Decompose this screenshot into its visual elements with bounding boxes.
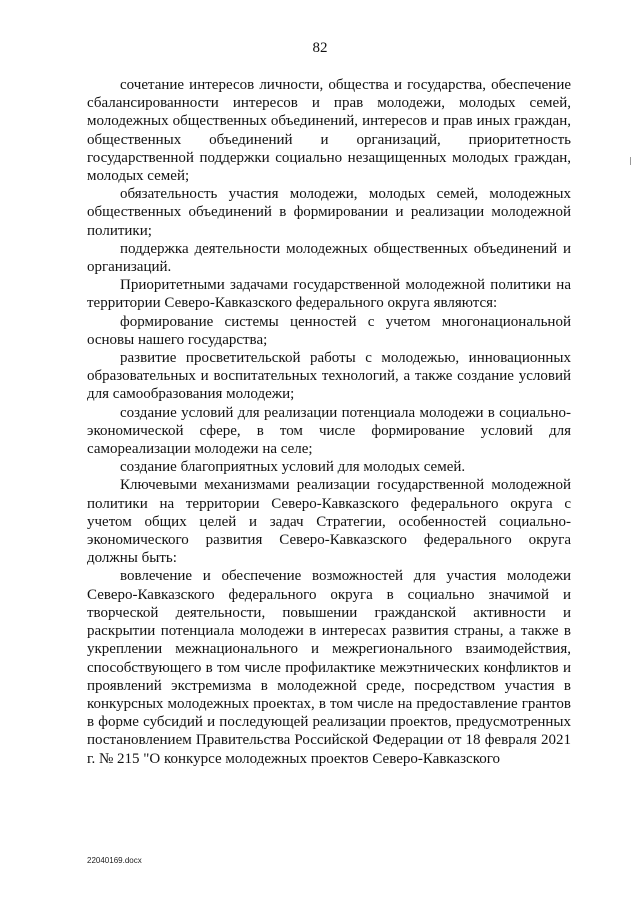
paragraph: поддержка деятельности молодежных общественных объединений и организаций. bbox=[87, 240, 571, 276]
paragraph: создание благоприятных условий для молодых семей. bbox=[120, 459, 466, 476]
paragraph: обязательность участия молодежи, молодых семей, молодежных общественных объединений в формировании и реализации молодежной политики; bbox=[87, 186, 571, 239]
paragraph: Ключевыми механизмами реализации государственной молодежной политики на территории Северо-Кавказского федерального округа с учетом общих целей и задач Стратегии, особенностей социально-экономического развития Северо-Кавказского федерального округа должны быть: bbox=[87, 477, 571, 567]
paragraph: формирование системы ценностей с учетом многонациональной основы нашего государства; bbox=[87, 313, 571, 348]
page-number: 82 bbox=[312, 40, 328, 56]
document-body bbox=[87, 76, 571, 768]
document-filename: 22040169.docx bbox=[87, 856, 142, 865]
paragraph: вовлечение и обеспечение возможностей для участия молодежи Северо-Кавказского федерального округа в социально значимой и творческой деятельности, повышении гражданской активности и раскрытии потенциала молодежи в интересах развития страны, а также в укреплении межнационального и межрегионального взаимодействия, способствующего в том числе профилактике межэтнических конфликтов и проявлений экстремизма в молодежной среде, посредством участия в конкурсных молодежных проектах, в том числе на предоставление грантов в форме субсидий и последующей реализации проектов, предусмотренных постановлением Правительства Российской Федерации от 18 февраля 2021 г. № 215 "О конкурсе молодежных проектов Северо-Кавказского bbox=[87, 568, 571, 767]
paragraph: создание условий для реализации потенциала молодежи в социально-экономической сфере, в том числе формирование условий для самореализации молодежи на селе; bbox=[87, 404, 571, 458]
paragraph: Приоритетными задачами государственной молодежной политики на территории Северо-Кавказского федерального округа являются: bbox=[87, 277, 571, 312]
paragraph: развитие просветительской работы с молодежью, инновационных образовательных и воспитательных технологий, а также создание условий для самообразования молодежи; bbox=[87, 350, 571, 403]
margin-mark bbox=[630, 157, 631, 165]
paragraph: сочетание интересов личности, общества и государства, обеспечение сбалансированности интересов и прав молодежи, молодых семей, молодежных общественных объединений, интересов и прав иных граждан, общественных объединений и организаций, приоритетность государственной поддержки социально незащищенных молодых граждан, молодых семей; bbox=[87, 77, 571, 185]
